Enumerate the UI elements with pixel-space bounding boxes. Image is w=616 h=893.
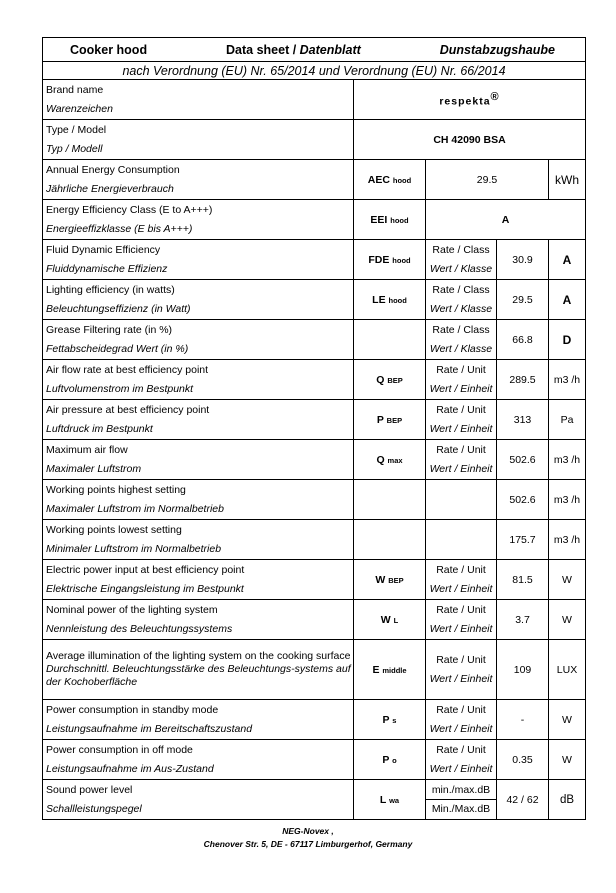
model-value: CH 42090 BSA — [354, 120, 586, 160]
row-unit: Pa — [549, 400, 586, 440]
row-value: 29.5 — [497, 280, 549, 320]
row-unit: W — [549, 600, 586, 640]
row-rate-unit — [426, 520, 497, 560]
row-unit: LUX — [549, 640, 586, 700]
row-rate-unit — [426, 480, 497, 520]
row-value: 109 — [497, 640, 549, 700]
row-value: 502.6 — [497, 440, 549, 480]
table-row — [43, 200, 586, 240]
table-row — [43, 320, 586, 360]
row-value: 0.35 — [497, 740, 549, 780]
row-label: Maximum air flow Maximaler Luftstrom — [43, 440, 354, 480]
row-unit: W — [549, 700, 586, 740]
row-label: Working points lowest setting Minimaler Luftstrom im Normalbetrieb — [43, 520, 354, 560]
brand-label: Brand name Warenzeichen — [43, 80, 354, 120]
row-symbol — [354, 520, 426, 560]
row-symbol: P s — [354, 700, 426, 740]
header-left: Cooker hood — [70, 42, 148, 57]
row-label: Power consumption in off mode Leistungsaufnahme im Aus-Zustand — [43, 740, 354, 780]
row-rate-unit: Rate / Unit Wert / Einheit — [426, 600, 497, 640]
row-value: 3.7 — [497, 600, 549, 640]
row-value: - — [497, 700, 549, 740]
table-row — [43, 280, 586, 320]
table-row — [43, 780, 586, 820]
row-symbol: P o — [354, 740, 426, 780]
row-label: Grease Filtering rate (in %) Fettabscheidegrad Wert (in %) — [43, 320, 354, 360]
row-rate-unit: Rate / Unit Wert / Einheit — [426, 440, 497, 480]
row-unit: W — [549, 740, 586, 780]
row-value: 66.8 — [497, 320, 549, 360]
row-label: Electric power input at best efficiency point Elektrische Eingangsleistung im Bestpunkt — [43, 560, 354, 600]
model-row — [43, 120, 586, 160]
row-symbol: W BEP — [354, 560, 426, 600]
row-symbol: P BEP — [354, 400, 426, 440]
table-row — [43, 520, 586, 560]
regulation-row — [43, 62, 586, 80]
regulation-text: nach Verordnung (EU) Nr. 65/2014 und Verordnung (EU) Nr. 66/2014 — [43, 62, 586, 80]
row-value: 42 / 62 — [497, 780, 549, 820]
row-symbol: E middle — [354, 640, 426, 700]
row-unit: A — [549, 240, 586, 280]
row-label: Working points highest setting Maximaler Luftstrom im Normalbetrieb — [43, 480, 354, 520]
row-label: Air flow rate at best efficiency point Luftvolumenstrom im Bestpunkt — [43, 360, 354, 400]
header-row — [43, 38, 586, 62]
row-label: Fluid Dynamic Efficiency Fluiddynamische Effizienz — [43, 240, 354, 280]
table-row — [43, 560, 586, 600]
table-row — [43, 400, 586, 440]
row-unit: m3 /h — [549, 360, 586, 400]
row-value: 29.5 — [426, 160, 549, 200]
row-label: Power consumption in standby mode Leistungsaufnahme im Bereitschaftszustand — [43, 700, 354, 740]
row-symbol: FDE hood — [354, 240, 426, 280]
row-rate-unit: Rate / Class Wert / Klasse — [426, 320, 497, 360]
row-rate-unit: min./max.dB Min./Max.dB — [426, 780, 497, 820]
row-unit: W — [549, 560, 586, 600]
row-label: Nominal power of the lighting system Nennleistung des Beleuchtungssystems — [43, 600, 354, 640]
row-label: Lighting efficiency (in watts) Beleuchtungseffizienz (in Watt) — [43, 280, 354, 320]
table-row — [43, 700, 586, 740]
row-value: 30.9 — [497, 240, 549, 280]
row-unit: dB — [549, 780, 586, 820]
row-unit: m3 /h — [549, 480, 586, 520]
table-row — [43, 440, 586, 480]
row-rate-unit: Rate / Class Wert / Klasse — [426, 240, 497, 280]
row-label: Annual Energy Consumption Jährliche Energieverbrauch — [43, 160, 354, 200]
row-unit: m3 /h — [549, 520, 586, 560]
table-row — [43, 360, 586, 400]
table-row — [43, 640, 586, 700]
footer-address: Chenover Str. 5, DE - 67117 Limburgerhof, Germany — [203, 839, 413, 849]
row-rate-unit: Rate / Unit Wert / Einheit — [426, 700, 497, 740]
row-symbol: Q BEP — [354, 360, 426, 400]
header-right: Dunstabzugshaube — [439, 42, 555, 57]
row-rate-unit: Rate / Unit Wert / Einheit — [426, 740, 497, 780]
model-label: Type / Model Typ / Modell — [43, 120, 354, 160]
row-value: A — [426, 200, 586, 240]
row-label: Sound power level Schallleistungspegel — [43, 780, 354, 820]
row-rate-unit: Rate / Unit Wert / Einheit — [426, 400, 497, 440]
row-unit: kWh — [549, 160, 586, 200]
header-middle: Data sheet / Datenblatt — [226, 42, 361, 57]
row-symbol — [354, 320, 426, 360]
row-value: 313 — [497, 400, 549, 440]
row-unit: D — [549, 320, 586, 360]
table-row — [43, 600, 586, 640]
row-value: 502.6 — [497, 480, 549, 520]
row-rate-unit: Rate / Unit Wert / Einheit — [426, 640, 497, 700]
row-label: Energy Efficiency Class (E to A+++) Energieeffizklasse (E bis A+++) — [43, 200, 354, 240]
row-symbol: AEC hood — [354, 160, 426, 200]
row-label: Air pressure at best efficiency point Luftdruck im Bestpunkt — [43, 400, 354, 440]
table-row — [43, 160, 586, 200]
row-symbol: W L — [354, 600, 426, 640]
brand-row — [43, 80, 586, 120]
brand-logo: respekta® — [354, 80, 586, 120]
row-unit: m3 /h — [549, 440, 586, 480]
row-value: 175.7 — [497, 520, 549, 560]
row-label: Average illumination of the lighting system on the cooking surface Durchschnittl. Beleuchtungsstärke des Beleuchtungs-systems auf der Kochoberfläche — [43, 640, 354, 700]
table-row — [43, 740, 586, 780]
row-symbol: LE hood — [354, 280, 426, 320]
row-value: 289.5 — [497, 360, 549, 400]
table-row — [43, 480, 586, 520]
row-symbol — [354, 480, 426, 520]
table-row — [43, 240, 586, 280]
footer — [0, 825, 616, 851]
row-rate-unit: Rate / Unit Wert / Einheit — [426, 560, 497, 600]
row-unit: A — [549, 280, 586, 320]
footer-company: NEG-Novex , — [282, 826, 334, 836]
datasheet-table — [42, 37, 586, 820]
row-rate-unit: Rate / Class Wert / Klasse — [426, 280, 497, 320]
row-symbol: Q max — [354, 440, 426, 480]
row-symbol: EEI hood — [354, 200, 426, 240]
row-rate-unit: Rate / Unit Wert / Einheit — [426, 360, 497, 400]
row-symbol: L wa — [354, 780, 426, 820]
row-value: 81.5 — [497, 560, 549, 600]
